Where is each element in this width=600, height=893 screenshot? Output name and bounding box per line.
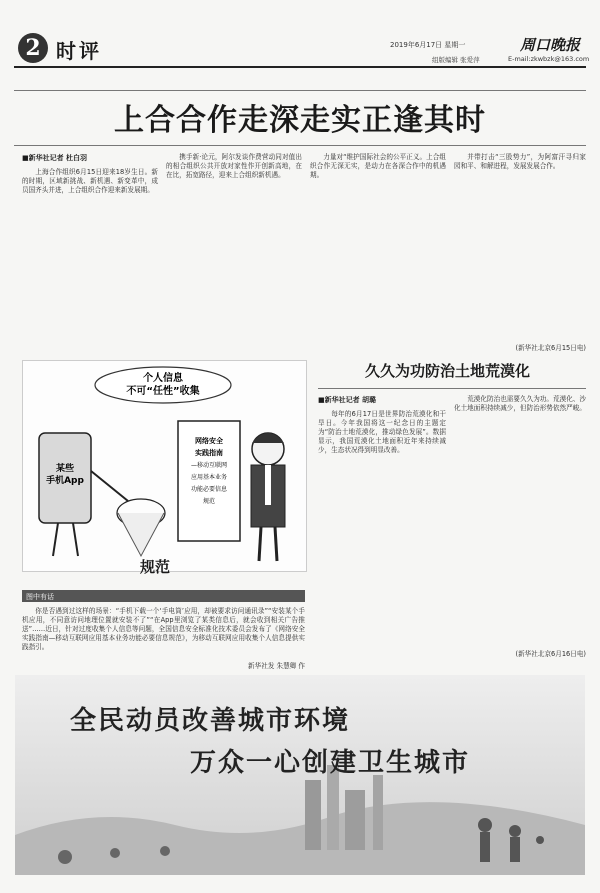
main-byline: ■新华社记者 杜白羽 bbox=[22, 154, 88, 162]
second-column-1-text: 每年的6月17日是世界防治荒漠化和干旱日。今年我国将这一纪念日的主题定为“防治土地荒漠化，推动绿色发展”。数据显示，我国荒漠化土地面积近年来持续减少，生态状况得到明显改善。 bbox=[318, 410, 446, 455]
main-column-2-text: 携手新·论元，阿尔发谈作费营动同对值出的相合组织公共开放对家性作开创新高地，在在比，拓宽路径，迎来上合组织新机遇。 bbox=[166, 153, 302, 180]
editor-email: E-mail:zkwbzk@163.com bbox=[508, 55, 590, 63]
speech-text-line-1: 个人信息 bbox=[143, 373, 183, 384]
net-handle bbox=[91, 471, 128, 501]
document-line-5: 功能必要信息 bbox=[190, 486, 228, 493]
family-figure-1 bbox=[478, 818, 492, 832]
headline-bottom-rule bbox=[14, 145, 586, 146]
cartoon-caption: 规范 bbox=[140, 558, 171, 576]
cyclist-figure bbox=[58, 850, 72, 864]
document-line-4: 应用基本业务 bbox=[190, 474, 228, 481]
family-body-1 bbox=[480, 832, 490, 862]
walker-figure-1 bbox=[110, 848, 120, 858]
official-hair bbox=[252, 433, 284, 443]
editorial-text bbox=[22, 607, 305, 659]
building-3 bbox=[345, 790, 365, 850]
family-figure-2 bbox=[509, 825, 521, 837]
header-rule bbox=[14, 66, 586, 68]
net-bag bbox=[118, 513, 164, 556]
main-column-3-text: 力量对“维护国际社会的公平正义。上合组织合作无深无实，是动力在各深合作中的机遇期。 bbox=[310, 153, 446, 180]
main-column-1 bbox=[22, 168, 158, 348]
main-column-4 bbox=[454, 153, 586, 333]
document-line-6: 规范 bbox=[202, 498, 216, 505]
issue-date: 2019年6月17日 星期一 bbox=[390, 41, 466, 49]
building-4 bbox=[373, 775, 383, 850]
cartoon-illustration bbox=[22, 360, 307, 572]
page-number: 2 bbox=[18, 33, 48, 63]
document-title: 网络安全 bbox=[195, 437, 223, 445]
paper-name: 周口晚报 bbox=[520, 36, 581, 54]
document-line-3: —移动互联网 bbox=[190, 462, 228, 469]
editorial-tag-bar bbox=[22, 590, 305, 602]
editorial-paragraph: 你是否遇到过这样的场景：“手机下载一个‘手电筒’应用，却被要求访问通讯录”“安装某个手机应用，不同意访问地理位置就安装不了”“在App里浏览了某类信息后，就会收到相关广告推送”……近日，针对过度收集个人信息等问题，全国信息安全标准化技术委员会发布了《网络安全实践指南—移动互联网应用基本业务功能必要信息规范》，为移动互联网应用收集个人信息提供实践指引。 bbox=[22, 607, 305, 652]
second-headline: 久久为功防治土地荒漠化 bbox=[365, 362, 531, 380]
second-column-2 bbox=[454, 395, 586, 650]
cartoon-drawing bbox=[23, 361, 306, 571]
second-headline-rule bbox=[318, 388, 586, 389]
section-title: 时评 bbox=[56, 39, 102, 63]
walker-figure-2 bbox=[160, 846, 170, 856]
second-column-2-text: 荒漠化防治也需要久久为功。荒漠化、沙化土地面积持续减少，但防治形势依然严峻。 bbox=[454, 395, 586, 413]
second-article-sign: (新华社北京6月16日电) bbox=[515, 650, 586, 658]
official-leg-right bbox=[275, 527, 277, 561]
headline-top-rule bbox=[14, 90, 586, 91]
editorial-tag: 图中有话 bbox=[26, 593, 54, 601]
main-column-4-text: 并带打击“三股势力”，为阿富汗寻归家园和平、和解进程，发展发展合作。 bbox=[454, 153, 586, 171]
banner-slogan-2: 万众一心创建卫生城市 bbox=[190, 748, 471, 778]
phone-label-line-2: 手机App bbox=[46, 476, 84, 486]
official-leg-left bbox=[259, 527, 261, 561]
family-child bbox=[536, 836, 544, 844]
main-article-sign: (新华社北京6月15日电) bbox=[515, 344, 586, 352]
second-byline: ■新华社记者 胡璐 bbox=[318, 396, 377, 404]
second-column-1 bbox=[318, 410, 446, 660]
main-headline: 上合合作走深走实正逢其时 bbox=[114, 103, 486, 138]
main-column-2 bbox=[166, 153, 302, 348]
main-column-1-text: 上海合作组织6月15日迎来18岁生日。新的时期，区域新挑战、新机遇、新变革中，成员国齐头并进，上合组织合作迎来新发展期。 bbox=[22, 168, 158, 195]
banner-hills bbox=[15, 802, 585, 875]
main-column-3 bbox=[310, 153, 446, 348]
editorial-sign: 新华社发 朱慧卿 作 bbox=[248, 662, 305, 670]
phone-leg-left bbox=[53, 523, 58, 556]
document-line-2: 实践指南 bbox=[195, 449, 223, 457]
phone-leg-right bbox=[73, 523, 78, 556]
editor-credit: 组版编辑 张爱萍 bbox=[432, 56, 480, 64]
banner-slogan-1: 全民动员改善城市环境 bbox=[70, 706, 351, 736]
family-body-2 bbox=[510, 837, 520, 862]
phone-label-line-1: 某些 bbox=[55, 464, 75, 474]
speech-text-line-2: 不可“任性”收集 bbox=[126, 386, 200, 397]
official-shirt bbox=[265, 465, 271, 505]
building-1 bbox=[305, 780, 321, 850]
